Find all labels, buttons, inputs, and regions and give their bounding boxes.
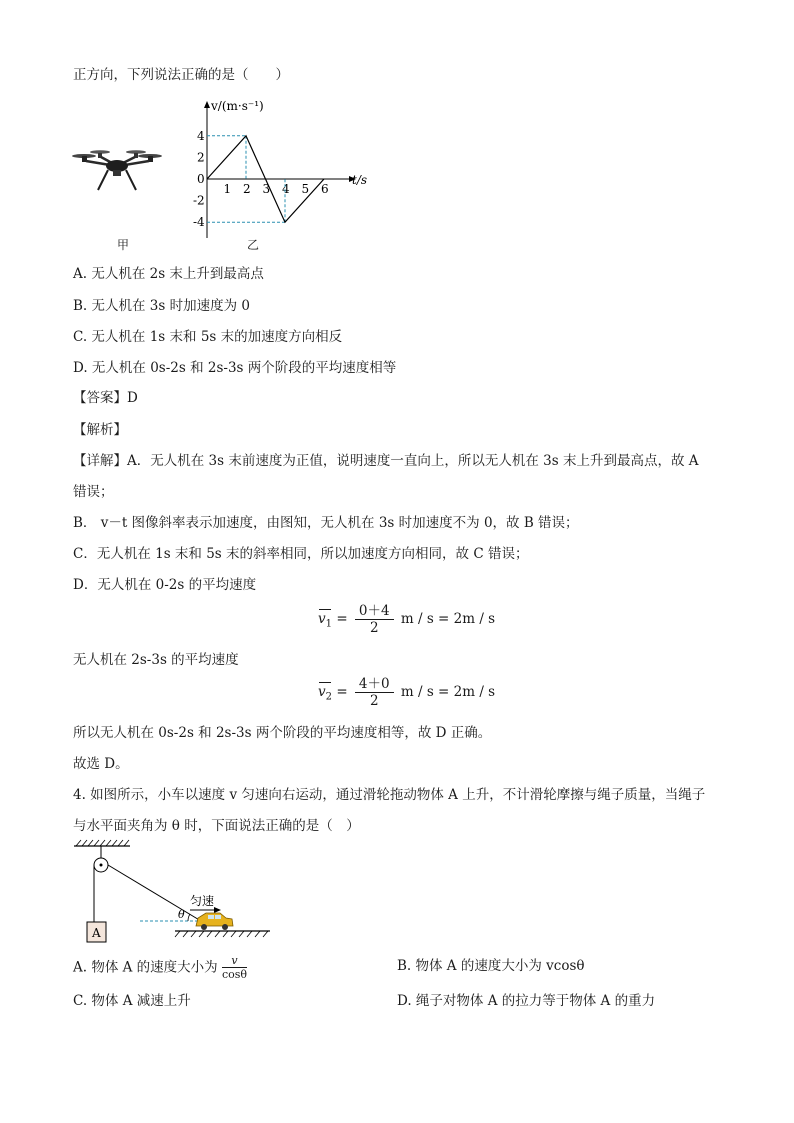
q4-option-d: D. 绳子对物体 A 的拉力等于物体 A 的重力 bbox=[397, 993, 656, 1009]
y-tick-label: 0 bbox=[197, 172, 205, 186]
drone-figure bbox=[70, 148, 165, 198]
x-tick-label: 6 bbox=[321, 182, 329, 196]
x-axis-label: t/s bbox=[352, 173, 368, 187]
x-tick-label: 4 bbox=[282, 182, 290, 196]
q3-choose: 故选 D。 bbox=[73, 756, 129, 772]
block-a-label: A bbox=[92, 926, 101, 940]
y-axis-label: v/(m·s⁻¹) bbox=[211, 99, 264, 113]
speed-label: 匀速 bbox=[190, 894, 215, 908]
q4-stem-line1: 4. 如图所示，小车以速度 v 匀速向右运动，通过滑轮拖动物体 A 上升，不计滑轮摩擦与绳子质量，当绳子 bbox=[73, 787, 706, 803]
equation-v1: $v_1$ = $\frac{0+4}{2}$ m / s = 2m / s bbox=[318, 603, 496, 636]
q3-mid-text: 无人机在 2s-3s 的平均速度 bbox=[73, 652, 239, 668]
y-tick-label: 2 bbox=[197, 150, 205, 165]
q3-detail-d: D．无人机在 0-2s 的平均速度 bbox=[73, 577, 257, 593]
y-tick-label: 4 bbox=[197, 128, 205, 143]
q3-conclusion: 所以无人机在 0s-2s 和 2s-3s 两个阶段的平均速度相等，故 D 正确。 bbox=[73, 725, 492, 741]
x-tick-label: 2 bbox=[243, 182, 251, 196]
q4-option-c: C. 物体 A 减速上升 bbox=[73, 993, 191, 1009]
q3-detail-a-line1: 【详解】A．无人机在 3s 末前速度为正值，说明速度一直向上，所以无人机在 3s 末上升到最高点，故 A bbox=[73, 453, 699, 469]
x-tick-label: 5 bbox=[301, 182, 310, 196]
q3-option-d: D. 无人机在 0s-2s 和 2s-3s 两个阶段的平均速度相等 bbox=[73, 360, 397, 376]
q3-answer: 【答案】D bbox=[73, 390, 138, 406]
x-tick-label: 3 bbox=[262, 182, 271, 196]
q3-option-a: A. 无人机在 2s 末上升到最高点 bbox=[73, 266, 264, 282]
q3-intro: 正方向，下列说法正确的是（ ） bbox=[73, 67, 289, 83]
y-tick-label: -4 bbox=[193, 215, 205, 230]
q4-stem-line2: 与水平面夹角为 θ 时，下面说法正确的是（ ） bbox=[73, 818, 360, 834]
equation-v2: $v_2$ = $\frac{4+0}{2}$ m / s = 2m / s bbox=[318, 676, 496, 709]
q4-option-b: B. 物体 A 的速度大小为 vcosθ bbox=[397, 958, 585, 974]
car bbox=[196, 913, 233, 926]
q3-detail-b: B． v－t 图像斜率表示加速度，由图知，无人机在 3s 时加速度不为 0，故 B 错误； bbox=[73, 515, 579, 531]
figure-jia-label: 甲 bbox=[117, 238, 130, 252]
x-tick-label: 1 bbox=[223, 182, 232, 196]
pulley-figure bbox=[70, 838, 275, 948]
vt-graph bbox=[190, 98, 375, 248]
q3-analysis-title: 【解析】 bbox=[73, 422, 127, 438]
q3-detail-a-line2: 错误； bbox=[73, 484, 114, 500]
q3-option-c: C. 无人机在 1s 末和 5s 末的加速度方向相反 bbox=[73, 329, 343, 345]
theta-label: θ bbox=[178, 908, 185, 921]
y-tick-label: -2 bbox=[193, 193, 205, 208]
q3-detail-c: C．无人机在 1s 末和 5s 末的斜率相同，所以加速度方向相同，故 C 错误； bbox=[73, 546, 529, 562]
y-axis-arrow bbox=[204, 101, 210, 108]
q4-option-a: A. 物体 A 的速度大小为 $\frac{v}{\cos\theta}$ bbox=[73, 954, 248, 981]
q3-option-b: B. 无人机在 3s 时加速度为 0 bbox=[73, 298, 250, 314]
figure-yi-label: 乙 bbox=[247, 238, 260, 252]
